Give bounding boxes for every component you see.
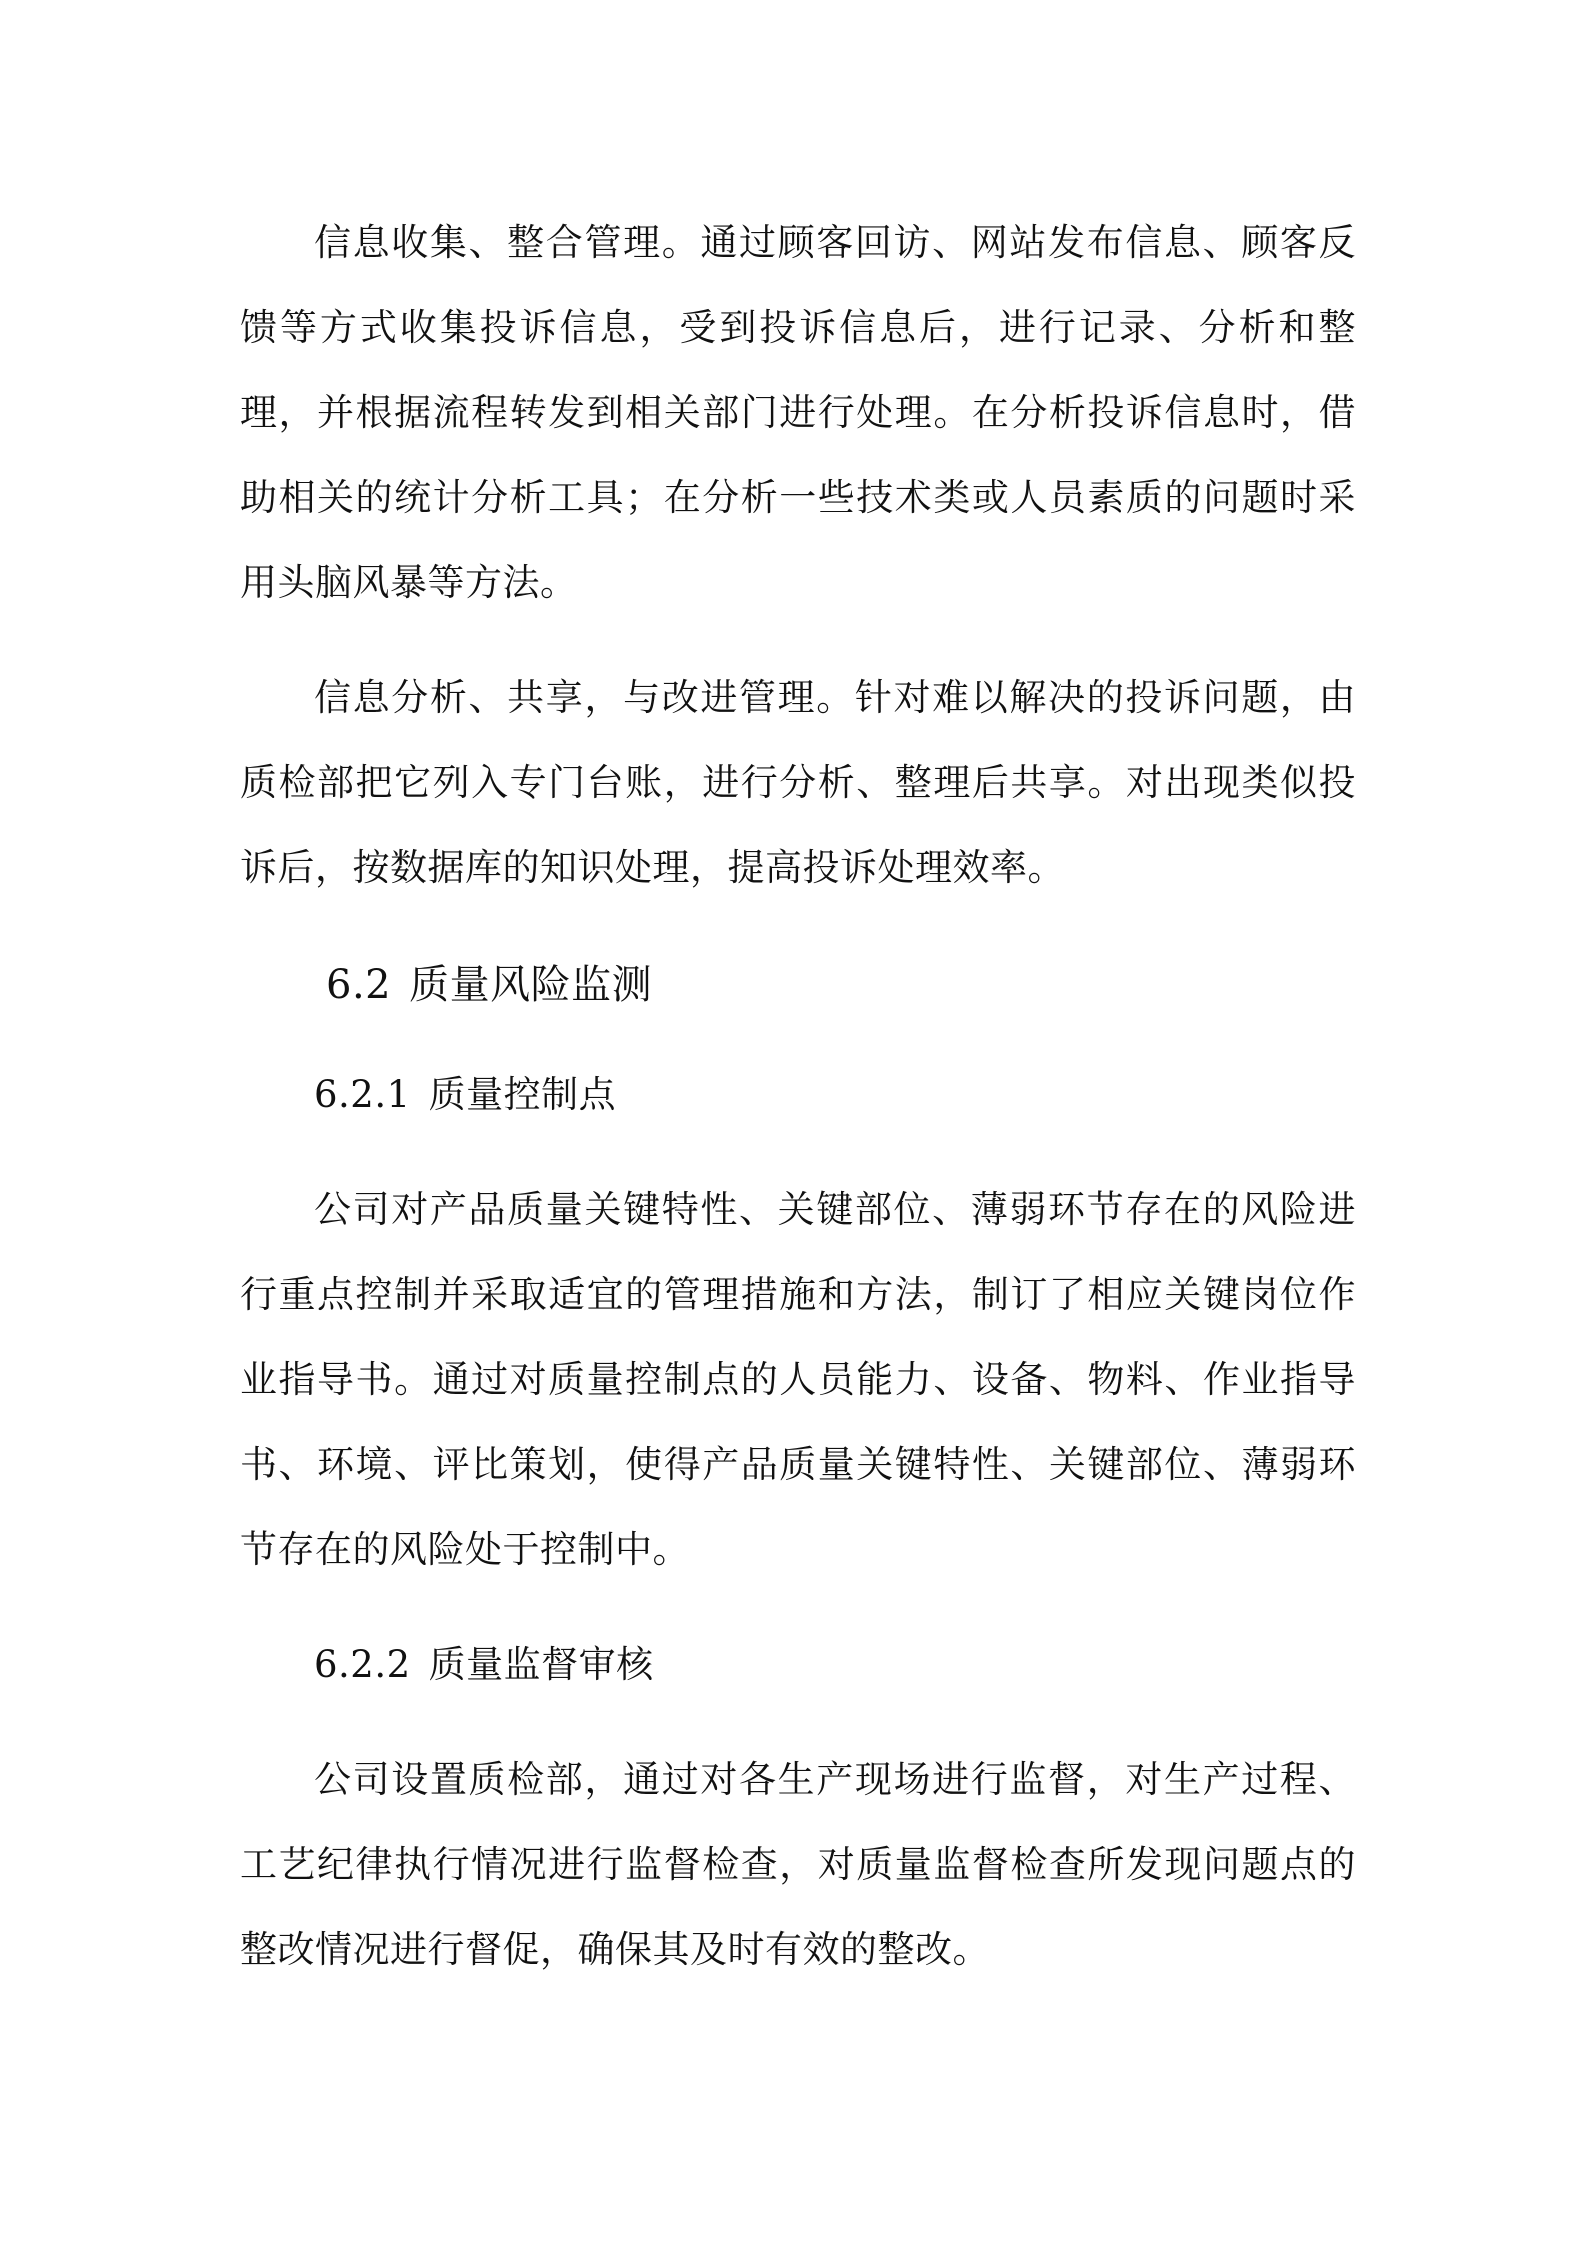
paragraph-info-collection: 信息收集、整合管理。通过顾客回访、网站发布信息、顾客反馈等方式收集投诉信息，受到投诉信息后，进行记录、分析和整理，并根据流程转发到相关部门进行处理。在分析投诉信息时，借助相关的统计分析工具；在分析一些技术类或人员素质的问题时采用头脑风暴等方法。	[240, 221, 1356, 604]
section-heading	[240, 940, 1356, 1030]
document-page	[240, 200, 1356, 1992]
paragraph-control-points: 公司对产品质量关键特性、关键部位、薄弱环节存在的风险进行重点控制并采取适宜的管理措施和方法，制订了相应关键岗位作业指导书。通过对质量控制点的人员能力、设备、物料、作业指导书、环境、评比策划，使得产品质量关键特性、关键部位、薄弱环节存在的风险处于控制中。	[240, 1188, 1356, 1571]
section-number: 6.2	[326, 962, 392, 1008]
subsection-heading-2	[240, 1622, 1356, 1707]
subsection-title-1: 质量控制点	[428, 1073, 617, 1116]
subsection-number-2: 6.2.2	[314, 1643, 411, 1686]
subsection-number-1: 6.2.1	[314, 1073, 411, 1116]
subsection-title-2: 质量监督审核	[428, 1643, 654, 1686]
paragraph-info-analysis: 信息分析、共享，与改进管理。针对难以解决的投诉问题，由质检部把它列入专门台账，进行分析、整理后共享。对出现类似投诉后，按数据库的知识处理，提高投诉处理效率。	[240, 676, 1356, 889]
section-title: 质量风险监测	[409, 962, 653, 1008]
paragraph-supervision-audit: 公司设置质检部，通过对各生产现场进行监督，对生产过程、工艺纪律执行情况进行监督检查，对质量监督检查所发现问题点的整改情况进行督促，确保其及时有效的整改。	[240, 1758, 1356, 1971]
subsection-heading-1	[240, 1052, 1356, 1137]
